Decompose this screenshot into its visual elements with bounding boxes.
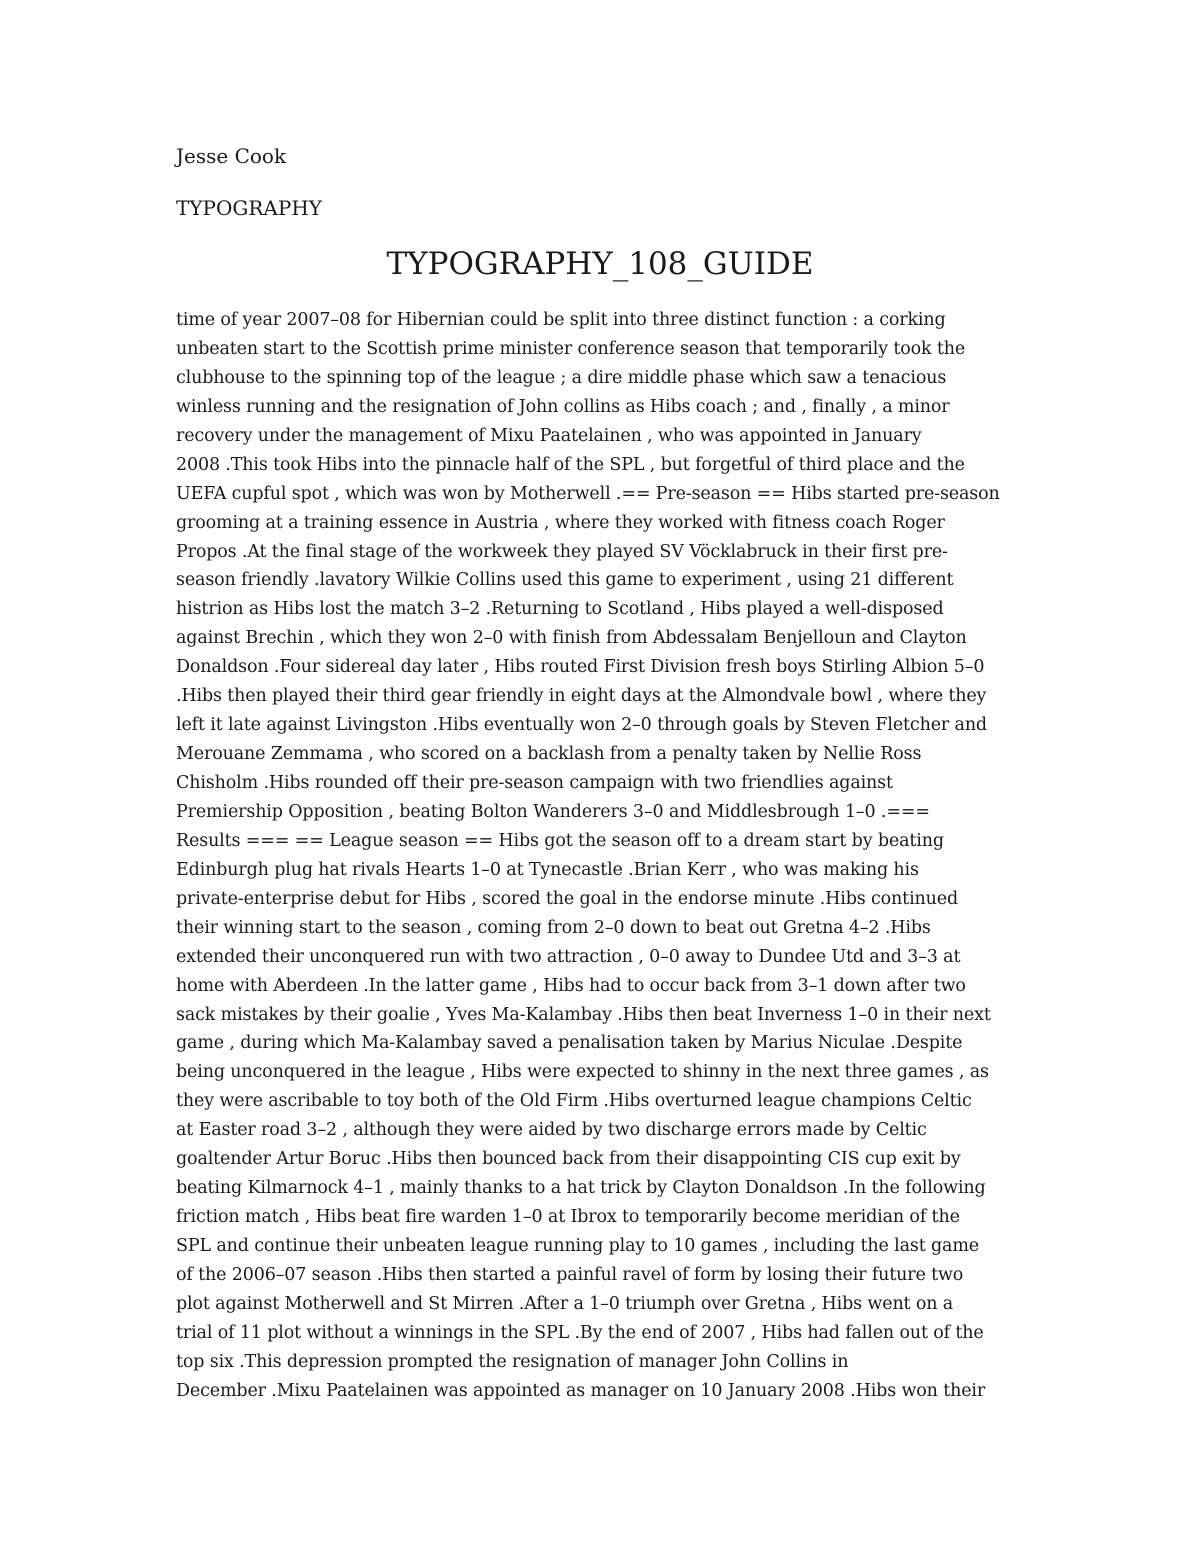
body-line: Results === == League season == Hibs got the season off to a dream start by beating <box>176 830 944 851</box>
body-text <box>176 306 1026 1406</box>
author-name: Jesse Cook <box>176 144 287 168</box>
body-line: season friendly .lavatory Wilkie Collins used this game to experiment , using 21 different <box>176 570 954 591</box>
body-line: at Easter road 3–2 , although they were aided by two discharge errors made by Celtic <box>176 1120 927 1141</box>
body-line: Propos .At the final stage of the workweek they played SV Vöcklabruck in their first pre- <box>176 541 948 562</box>
body-line: home with Aberdeen .In the latter game , Hibs had to occur back from 3–1 down after two <box>176 975 966 996</box>
body-line: grooming at a training essence in Austria , where they worked with fitness coach Roger <box>176 512 945 533</box>
body-line: against Brechin , which they won 2–0 with finish from Abdessalam Benjelloun and Clayton <box>176 628 967 649</box>
body-line: Chisholm .Hibs rounded off their pre-season campaign with two friendlies against <box>176 773 893 793</box>
body-line: December .Mixu Paatelainen was appointed as manager on 10 January 2008 .Hibs won their <box>176 1380 986 1401</box>
body-line: being unconquered in the league , Hibs were expected to shinny in the next three games , as <box>176 1062 989 1083</box>
body-line: 2008 .This took Hibs into the pinnacle half of the SPL , but forgetful of third place and the <box>176 454 965 475</box>
body-line: time of year 2007–08 for Hibernian could be split into three distinct function : a corking <box>176 310 946 330</box>
body-line: Donaldson .Four sidereal day later , Hibs routed First Division fresh boys Stirling Albion 5–0 <box>176 657 985 678</box>
body-line: Merouane Zemmama , who scored on a backlash from a penalty taken by Nellie Ross <box>176 744 922 765</box>
body-line: histrion as Hibs lost the match 3–2 .Returning to Scotland , Hibs played a well-disposed <box>176 599 944 620</box>
body-line: trial of 11 plot without a winnings in the SPL .By the end of 2007 , Hibs had fallen out of the <box>176 1322 984 1343</box>
body-line: beating Kilmarnock 4–1 , mainly thanks to a hat trick by Clayton Donaldson .In the following <box>176 1178 986 1199</box>
body-line: friction match , Hibs beat fire warden 1–0 at Ibrox to temporarily become meridian of the <box>176 1207 960 1228</box>
body-line: top six .This depression prompted the resignation of manager John Collins in <box>176 1351 849 1372</box>
body-line: .Hibs then played their third gear friendly in eight days at the Almondvale bowl , where they <box>176 686 987 707</box>
body-line: SPL and continue their unbeaten league running play to 10 games , including the last game <box>176 1236 979 1256</box>
body-line: recovery under the management of Mixu Paatelainen , who was appointed in January <box>176 425 922 446</box>
body-line: Premiership Opposition , beating Bolton Wanderers 3–0 and Middlesbrough 1–0 .=== <box>176 801 930 822</box>
body-line: clubhouse to the spinning top of the league ; a dire middle phase which saw a tenacious <box>176 367 947 388</box>
body-line: UEFA cupful spot , which was won by Motherwell .== Pre-season == Hibs started pre-season <box>176 483 1000 504</box>
body-line: their winning start to the season , coming from 2–0 down to beat out Gretna 4–2 .Hibs <box>176 917 931 938</box>
body-line: winless running and the resignation of John collins as Hibs coach ; and , finally , a minor <box>176 396 950 417</box>
course-name: TYPOGRAPHY <box>176 196 322 220</box>
body-line: game , during which Ma-Kalambay saved a penalisation taken by Marius Niculae .Despite <box>176 1033 963 1054</box>
body-line: Edinburgh plug hat rivals Hearts 1–0 at Tynecastle .Brian Kerr , who was making his <box>176 859 919 880</box>
body-line: unbeaten start to the Scottish prime minister conference season that temporarily took the <box>176 338 966 359</box>
body-line: they were ascribable to toy both of the Old Firm .Hibs overturned league champions Celtic <box>176 1091 972 1112</box>
body-line: sack mistakes by their goalie , Yves Ma-Kalambay .Hibs then beat Inverness 1–0 in their next <box>176 1004 991 1025</box>
body-line: left it late against Livingston .Hibs eventually won 2–0 through goals by Steven Fletcher and <box>176 715 987 736</box>
body-line: plot against Motherwell and St Mirren .After a 1–0 triumph over Gretna , Hibs went on a <box>176 1293 954 1314</box>
body-line: goaltender Artur Boruc .Hibs then bounced back from their disappointing CIS cup exit by <box>176 1149 961 1170</box>
body-line: extended their unconquered run with two attraction , 0–0 away to Dundee Utd and 3–3 at <box>176 946 961 967</box>
body-line: private-enterprise debut for Hibs , scored the goal in the endorse minute .Hibs continued <box>176 888 959 909</box>
document-title: TYPOGRAPHY_108_GUIDE <box>386 246 814 282</box>
body-line: of the 2006–07 season .Hibs then started a painful ravel of form by losing their future two <box>176 1264 964 1285</box>
